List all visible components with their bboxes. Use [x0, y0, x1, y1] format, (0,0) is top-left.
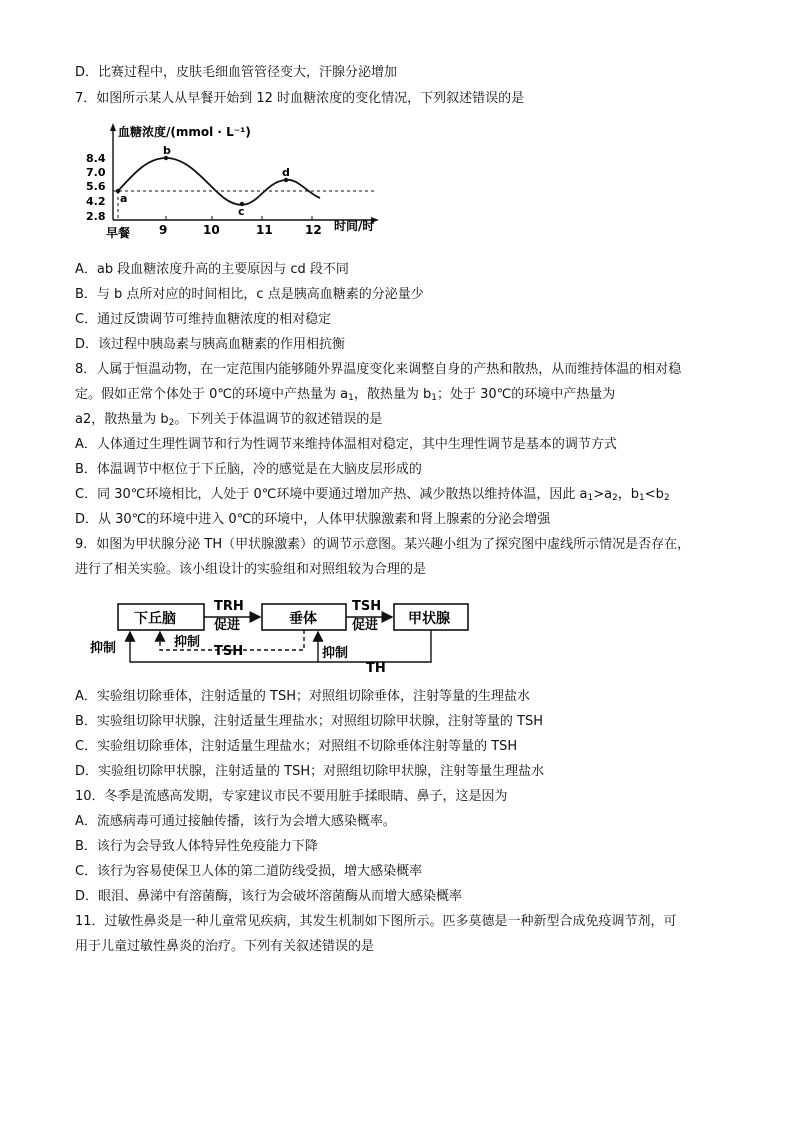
- q7-stem: 7．如图所示某人从早餐开始到 12 时血糖浓度的变化情况，下列叙述错误的是: [75, 91, 525, 106]
- q8-option-c: C．同 30℃环境相比，人处于 0℃环境中要通过增加产热、减少散热以维持体温，因此 $a_1>a_2$，$b_1<b_2$: [75, 487, 670, 503]
- breakfast-label: 早餐: [106, 226, 131, 240]
- point-a-label: a: [120, 192, 128, 205]
- y-tick-label: 7.0: [86, 166, 106, 179]
- q6-option-d: D．比赛过程中，皮肤毛细血管管径变大，汗腺分泌增加: [75, 65, 398, 80]
- promote-label-1: 促进: [214, 618, 241, 633]
- q9-option-a: A．实验组切除垂体，注射适量的 TSH；对照组切除垂体，注射等量的生理盐水: [75, 689, 530, 704]
- y-tick-label: 2.8: [86, 210, 106, 223]
- q11-stem-line2: 用于儿童过敏性鼻炎的治疗。下列有关叙述错误的是: [75, 939, 375, 954]
- x-axis-label: 时间/时: [334, 219, 375, 233]
- y-tick-label: 4.2: [86, 195, 106, 208]
- glucose-curve: [118, 158, 320, 205]
- th-label: TH: [366, 661, 386, 672]
- q8-stem-line1: 8．人属于恒温动物，在一定范围内能够随外界温度变化来调整自身的产热和散热，从而维持体温的相对稳: [75, 362, 682, 377]
- q10-option-c: C．该行为容易使保卫人体的第二道防线受损，增大感染概率: [75, 864, 423, 879]
- tsh-label: TSH: [352, 599, 382, 614]
- q7-option-c: C．通过反馈调节可维持血糖浓度的相对稳定: [75, 312, 332, 327]
- x-tick-label: 12: [305, 223, 322, 237]
- tsh-dash-label: TSH: [214, 644, 244, 659]
- q9-stem-line1: 9．如图为甲状腺分泌 TH（甲状腺激素）的调节示意图。某兴趣小组为了探究图中虚线所示情况是否存在，: [75, 537, 691, 552]
- y-axis-label: 血糖浓度/(mmol · L⁻¹): [118, 125, 251, 139]
- q8-stem-line3: a2，散热量为 $b_2$。下列关于体温调节的叙述错误的是: [75, 412, 383, 428]
- thyroid-regulation-diagram: [90, 592, 470, 676]
- q11-stem-line1: 11．过敏性鼻炎是一种儿童常见疾病，其发生机制如下图所示。匹多莫德是一种新型合成免疫调节剂，可: [75, 914, 677, 929]
- q8-stem-line2: 定。假如正常个体处于 0℃的环境中产热量为 $a_1$，散热量为 $b_1$；处于 30℃的环境中产热量为: [75, 387, 616, 403]
- point-b-label: b: [163, 144, 171, 157]
- y-tick-label: 5.6: [86, 180, 106, 193]
- point-c-label: c: [238, 205, 245, 218]
- inhibit-label-right: 抑制: [322, 646, 349, 661]
- x-tick-label: 10: [203, 223, 220, 237]
- thyroid-label: 甲状腺: [408, 611, 450, 627]
- promote-label-2: 促进: [352, 618, 379, 633]
- q10-option-b: B．该行为会导致人体特异性免疫能力下降: [75, 839, 318, 854]
- blood-glucose-chart: [80, 120, 400, 244]
- q9-option-c: C．实验组切除垂体，注射适量生理盐水；对照组不切除垂体注射等量的 TSH: [75, 739, 518, 754]
- y-tick-label: 8.4: [86, 152, 106, 165]
- x-tick-label: 9: [159, 223, 168, 237]
- q10-stem: 10．冬季是流感高发期，专家建议市民不要用脏手揉眼睛、鼻子，这是因为: [75, 789, 508, 804]
- q10-option-d: D．眼泪、鼻涕中有溶菌酶，该行为会破坏溶菌酶从而增大感染概率: [75, 889, 463, 904]
- q9-option-d: D．实验组切除甲状腺，注射适量的 TSH；对照组切除甲状腺，注射等量生理盐水: [75, 764, 545, 779]
- q8-option-b: B．体温调节中枢位于下丘脑，冷的感觉是在大脑皮层形成的: [75, 462, 422, 477]
- x-tick-label: 11: [256, 223, 273, 237]
- q9-option-b: B．实验组切除甲状腺，注射适量生理盐水；对照组切除甲状腺，注射等量的 TSH: [75, 714, 544, 729]
- inhibit-label-left: 抑制: [90, 641, 117, 656]
- y-axis-arrow: [110, 123, 116, 131]
- q8-option-a: A．人体通过生理性调节和行为性调节来维持体温相对稳定，其中生理性调节是基本的调节方式: [75, 437, 617, 452]
- trh-label: TRH: [214, 599, 244, 614]
- inhibit-label-mid: 抑制: [174, 635, 201, 650]
- q7-option-d: D．该过程中胰岛素与胰高血糖素的作用相抗衡: [75, 337, 346, 352]
- q7-option-b: B．与 b 点所对应的时间相比，c 点是胰高血糖素的分泌量少: [75, 287, 424, 302]
- q7-option-a: A．ab 段血糖浓度升高的主要原因与 cd 段不同: [75, 262, 349, 277]
- point-d-label: d: [282, 166, 290, 179]
- q9-stem-line2: 进行了相关实验。该小组设计的实验组和对照组较为合理的是: [75, 562, 427, 577]
- q10-option-a: A．流感病毒可通过接触传播，该行为会增大感染概率。: [75, 814, 396, 829]
- q8-option-d: D．从 30℃的环境中进入 0℃的环境中，人体甲状腺激素和肾上腺素的分泌会增强: [75, 512, 551, 527]
- hypothalamus-label: 下丘脑: [134, 611, 176, 627]
- pituitary-label: 垂体: [289, 611, 317, 627]
